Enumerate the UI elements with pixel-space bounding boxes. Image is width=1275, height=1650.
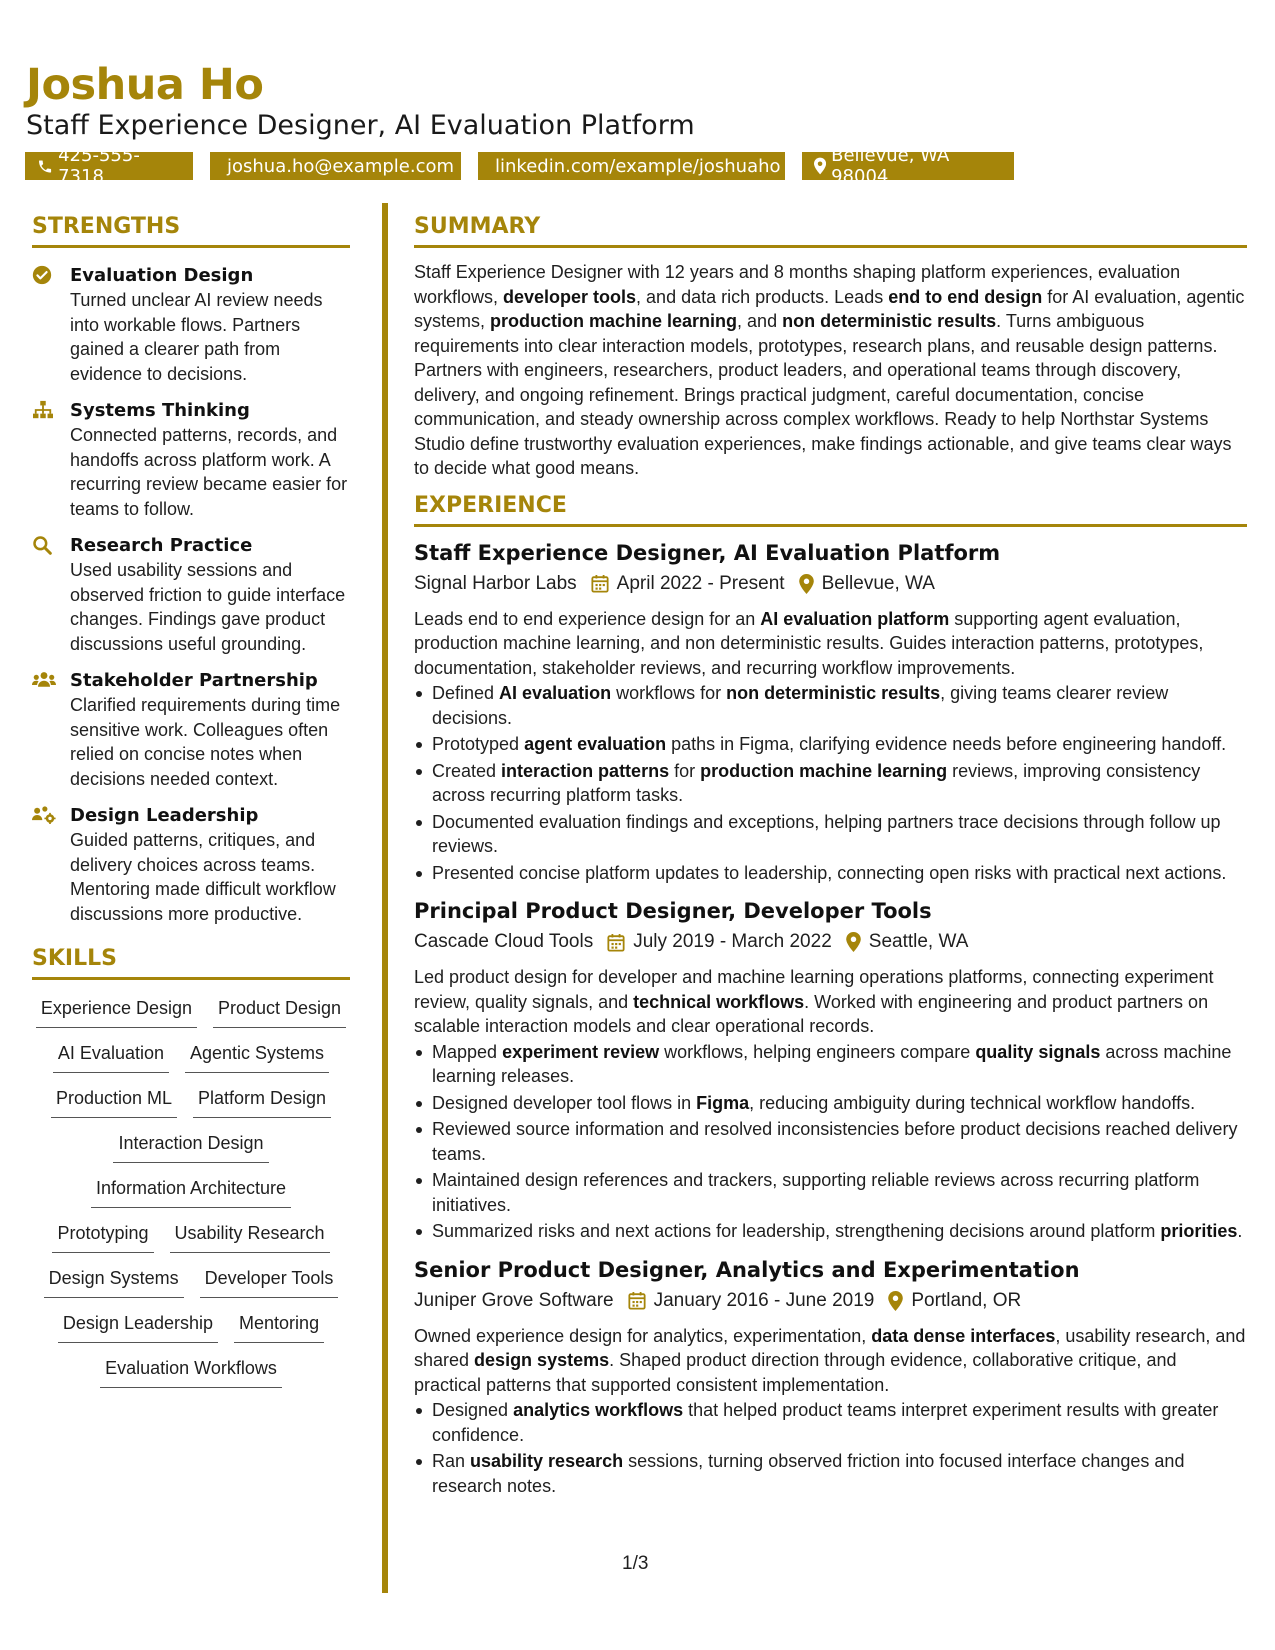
skill-tag: Design Systems <box>44 1266 184 1298</box>
job-bullet-emphasis: interaction patterns <box>501 760 670 781</box>
job-title: Senior Product Designer, Analytics and Experimentation <box>414 1257 1080 1282</box>
skill-row <box>32 1086 350 1131</box>
job-title: Principal Product Designer, Developer Tools <box>414 899 932 923</box>
job-entry <box>414 539 1247 886</box>
contact-phone[interactable] <box>25 145 193 187</box>
job-location: Portland, OR <box>911 1289 1022 1311</box>
job-bullet-emphasis: Figma <box>696 1092 750 1113</box>
job-description-emphasis: AI evaluation platform <box>760 608 950 629</box>
job-bullet: Designed developer tool flows in Figma, reducing ambiguity during technical workflow handoffs. <box>414 1091 1247 1116</box>
job-location: Seattle, WA <box>868 931 969 952</box>
job-meta <box>414 1287 1247 1315</box>
contact-linkedin[interactable] <box>478 152 785 180</box>
job-dates: July 2019 - March 2022 <box>633 931 832 952</box>
calendar-icon <box>628 1291 646 1310</box>
left-column <box>32 214 352 1401</box>
job-location: Bellevue, WA <box>821 572 935 594</box>
contact-phone-text: 425-555-7318 <box>58 145 140 187</box>
skill-tag: Platform Design <box>193 1086 331 1118</box>
job-description-emphasis: technical workflows <box>633 991 805 1012</box>
skill-tag: Developer Tools <box>200 1266 339 1298</box>
strength-item <box>32 804 352 926</box>
job-bullets <box>414 1398 1247 1498</box>
sitemap-icon <box>32 400 54 420</box>
job-description-emphasis: design systems <box>474 1350 610 1370</box>
skill-tag: Agentic Systems <box>185 1041 329 1073</box>
candidate-role: Staff Experience Designer, AI Evaluation Platform <box>26 110 695 141</box>
skills-list <box>32 996 350 1401</box>
strength-title: Stakeholder Partnership <box>70 670 318 691</box>
skill-row <box>32 1221 350 1266</box>
map-pin-icon <box>888 1291 903 1311</box>
contact-location <box>802 145 1014 187</box>
right-column <box>414 214 1247 1500</box>
job-entry <box>414 1256 1247 1499</box>
experience-list <box>414 539 1247 1499</box>
users-gear-icon <box>32 805 56 825</box>
job-bullet-emphasis: priorities <box>1160 1221 1238 1241</box>
job-company: Cascade Cloud Tools <box>414 931 594 952</box>
contact-email[interactable] <box>210 152 461 180</box>
map-pin-icon <box>846 932 861 952</box>
job-bullet: Mapped experiment review workflows, helping engineers compare quality signals across machine learning releases. <box>414 1040 1247 1089</box>
strength-item <box>32 669 352 791</box>
phone-icon <box>37 158 53 175</box>
skill-tag: Evaluation Workflows <box>100 1356 282 1388</box>
skill-tag: Production ML <box>51 1086 177 1118</box>
strength-desc: Turned unclear AI review needs into workable flows. Partners gained a clearer path from evidence to decisions. <box>70 290 323 384</box>
summary-emphasis: end to end design <box>888 286 1043 307</box>
users-icon <box>32 670 56 688</box>
calendar-icon <box>591 574 609 593</box>
job-bullet: Prototyped agent evaluation paths in Figma, clarifying evidence needs before engineering handoff. <box>414 732 1247 757</box>
job-bullet-emphasis: non deterministic results <box>726 683 941 703</box>
summary-emphasis: developer tools <box>503 286 637 307</box>
candidate-name: Joshua Ho <box>26 60 264 110</box>
strength-desc: Used usability sessions and observed friction to guide interface changes. Findings gave product discussions useful grounding. <box>70 560 346 654</box>
skill-tag: Design Leadership <box>58 1311 218 1343</box>
job-bullet: Summarized risks and next actions for leadership, strengthening decisions around platform priorities. <box>414 1219 1247 1244</box>
job-bullet: Defined AI evaluation workflows for non deterministic results, giving teams clearer review decisions. <box>414 681 1247 730</box>
summary-text: Staff Experience Designer with 12 years and 8 months shaping platform experiences, evaluation workflows, developer tools, and data rich products. Leads end to end design for AI evaluation, agentic systems, production machine learning, and non deterministic results. Turns ambiguous requirements into clear interaction models, prototypes, research plans, and reusable design patterns. Partners with engineers, researchers, product leaders, and operational teams through discovery, delivery, and ongoing refinement. Brings practical judgment, careful documentation, concise communication, and steady ownership across complex workflows. Ready to help Northstar Systems Studio define trustworthy evaluation experiences, make findings actionable, and give teams clear ways to decide what good means. <box>414 262 1245 478</box>
skill-tag: Mentoring <box>234 1311 324 1343</box>
skill-row <box>32 1266 350 1311</box>
job-meta <box>414 570 1247 598</box>
job-bullet-emphasis: quality signals <box>975 1041 1101 1062</box>
strength-desc: Guided patterns, critiques, and delivery choices across teams. Mentoring made difficult workflow discussions more productive. <box>70 830 336 924</box>
contact-email-text: joshua.ho@example.com <box>227 155 455 177</box>
job-entry <box>414 897 1247 1244</box>
job-description: Owned experience design for analytics, experimentation, data dense interfaces, usability research, and shared design systems. Shaped product direction through evidence, collaborative critique, and practical patterns that supported consistent implementation. <box>414 1325 1246 1395</box>
summary-heading: SUMMARY <box>414 214 1247 248</box>
job-bullet: Reviewed source information and resolved inconsistencies before product decisions reached delivery teams. <box>414 1117 1247 1166</box>
skill-row <box>32 1041 350 1086</box>
job-description-emphasis: data dense interfaces <box>871 1325 1056 1346</box>
column-divider <box>382 203 388 1593</box>
contact-bar <box>25 145 1014 187</box>
strength-desc: Clarified requirements during time sensitive work. Colleagues often relied on concise notes when decisions needed context. <box>70 695 341 789</box>
strengths-heading: STRENGTHS <box>32 214 350 248</box>
job-description: Leads end to end experience design for an AI evaluation platform supporting agent evaluation, production machine learning, and non deterministic results. Guides interaction patterns, prototypes, documentation, stakeholder reviews, and recurring workflow improvements. <box>414 608 1204 678</box>
skills-heading: SKILLS <box>32 946 350 980</box>
skill-tag: Product Design <box>213 996 346 1028</box>
strength-title: Research Practice <box>70 535 253 556</box>
job-bullet-emphasis: production machine learning <box>700 760 948 781</box>
job-company: Juniper Grove Software <box>414 1289 614 1311</box>
summary-emphasis: non deterministic results <box>782 311 997 331</box>
strength-item <box>32 534 352 656</box>
check-circle-icon <box>32 265 52 285</box>
strength-item <box>32 399 352 521</box>
job-bullet-emphasis: usability research <box>470 1451 624 1471</box>
job-bullet: Ran usability research sessions, turning observed friction into focused interface changes and research notes. <box>414 1449 1247 1498</box>
job-bullet: Designed analytics workflows that helped product teams interpret experiment results with greater confidence. <box>414 1398 1247 1447</box>
job-dates: April 2022 - Present <box>616 572 785 594</box>
skill-row <box>32 1176 350 1221</box>
strengths-list <box>32 264 352 926</box>
experience-heading: EXPERIENCE <box>414 493 1247 527</box>
contact-location-text: Bellevue, WA 98004 <box>831 145 950 187</box>
job-title: Staff Experience Designer, AI Evaluation Platform <box>414 540 1001 565</box>
job-bullets <box>414 681 1247 885</box>
job-bullet-emphasis: experiment review <box>502 1041 660 1062</box>
skill-tag: AI Evaluation <box>53 1041 169 1073</box>
strength-item <box>32 264 352 386</box>
contact-linkedin-text: linkedin.com/example/joshuaho <box>495 155 781 177</box>
strength-title: Systems Thinking <box>70 400 250 421</box>
job-bullet-emphasis: agent evaluation <box>524 734 667 754</box>
skill-tag: Experience Design <box>36 996 197 1028</box>
skill-tag: Information Architecture <box>91 1176 291 1208</box>
map-pin-icon <box>799 574 814 594</box>
strength-desc: Connected patterns, records, and handoffs across platform work. A recurring review became easier for teams to follow. <box>70 425 348 519</box>
job-bullet: Presented concise platform updates to leadership, connecting open risks with practical next actions. <box>414 861 1247 886</box>
job-bullet: Documented evaluation findings and exceptions, helping partners trace decisions through follow up reviews. <box>414 810 1247 859</box>
strength-title: Design Leadership <box>70 805 259 826</box>
skill-tag: Prototyping <box>52 1221 153 1253</box>
job-bullet: Created interaction patterns for production machine learning reviews, improving consistency across recurring platform tasks. <box>414 759 1247 808</box>
job-company: Signal Harbor Labs <box>414 572 577 594</box>
map-pin-icon <box>814 157 826 175</box>
job-bullet: Maintained design references and trackers, supporting reliable reviews across recurring platform initiatives. <box>414 1168 1247 1217</box>
skill-tag: Usability Research <box>170 1221 330 1253</box>
skill-row <box>32 1131 350 1176</box>
job-meta <box>414 928 1247 956</box>
job-bullets <box>414 1040 1247 1244</box>
calendar-icon <box>607 933 625 952</box>
job-bullet-emphasis: AI evaluation <box>499 683 612 703</box>
skill-row <box>32 996 350 1041</box>
summary-emphasis: production machine learning <box>490 311 738 331</box>
page-number: 1/3 <box>622 1553 649 1574</box>
skill-row <box>32 1311 350 1356</box>
skill-row <box>32 1356 350 1401</box>
job-dates: January 2016 - June 2019 <box>653 1289 875 1311</box>
skill-tag: Interaction Design <box>113 1131 268 1163</box>
job-bullet-emphasis: analytics workflows <box>513 1400 684 1420</box>
job-description: Led product design for developer and machine learning operations platforms, connecting experiment review, quality signals, and technical workflows. Worked with engineering and product partners on scalable interaction models and clear operational records. <box>414 967 1214 1036</box>
strength-title: Evaluation Design <box>70 265 254 286</box>
search-icon <box>32 535 52 555</box>
